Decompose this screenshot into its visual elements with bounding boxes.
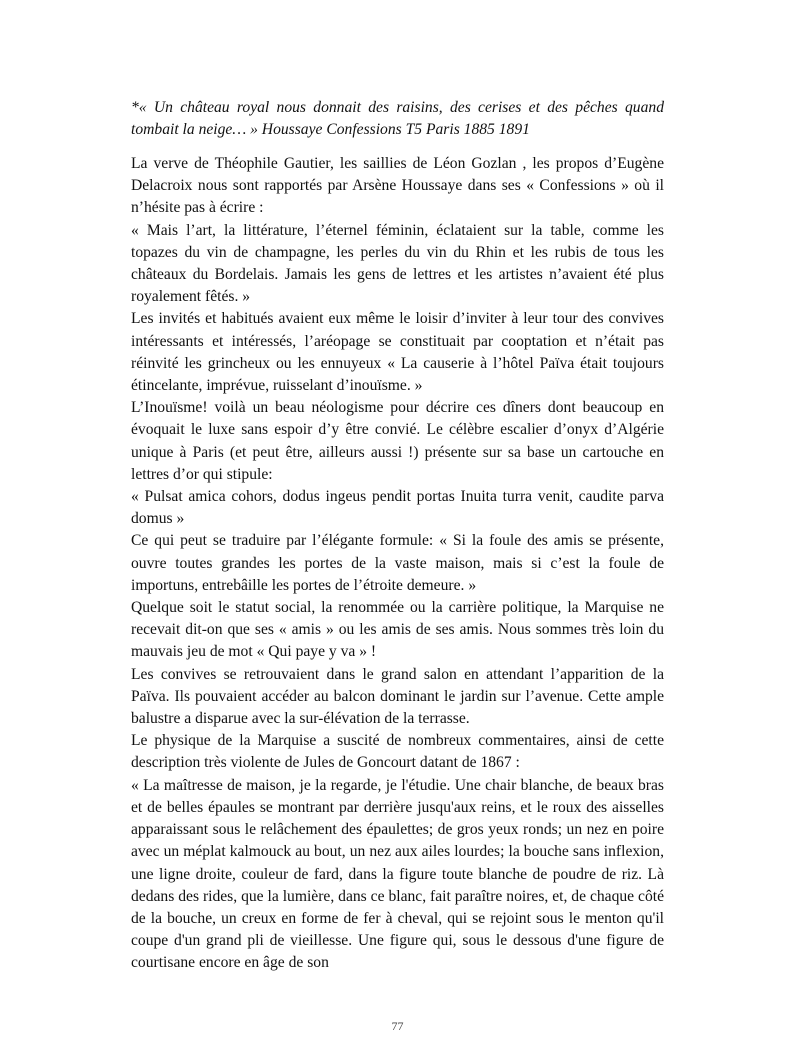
paragraph-8: Les convives se retrouvaient dans le grand salon en attendant l’apparition de la Païva. Ils pouvaient accéder au balcon dominant le jardin sur l’avenue. Cette ample balustre a disparue avec la sur-élévation de la terrasse. [131,665,664,728]
paragraph-1: La verve de Théophile Gautier, les saillies de Léon Gozlan , les propos d’Eugène Delacroix nous sont rapportés par Arsène Houssaye dans ses « Confessions » où il n’hésite pas à écrire : [131,155,664,217]
paragraph-7: Quelque soit le statut social, la renommée ou la carrière politique, la Marquise ne recevait dit-on que ses « amis » ou les amis de ses amis. Nous sommes très loin du mauvais jeu de mot « Qui paye y va » ! [131,599,664,661]
paragraph-10: « La maîtresse de maison, je la regarde, je l'étudie. Une chair blanche, de beaux bras et de belles épaules se montrant par derrière jusqu'aux reins, et le roux des aisselles apparaissant sous le relâchement des épaulettes; de gros yeux ronds; un nez en poire avec un méplat kalmouck au bout, un nez aux ailes lourdes; la bouche sans inflexion, une ligne droite, couleur de fard, dans la figure toute blanche de poudre de riz. Là dedans des rides, que la lumière, dans ce blanc, fait paraître noires, et, de chaque côté de la bouche, un creux en forme de fer à cheval, qui se rejoint sous le menton qu'il coupe d'un grand pli de vieillesse. Une figure qui, sous le dessous d'une figure de courtisane encore en âge de son [131,776,664,972]
paragraph-2: « Mais l’art, la littérature, l’éternel féminin, éclataient sur la table, comme les topazes du vin de champagne, les perles du vin du Rhin et les rubis de tous les châteaux du Bordelais. Jamais les gens de lettres et les artistes n’avaient été plus royalement fêtés. » [131,221,664,306]
footnote-quote: *« Un château royal nous donnait des raisins, des cerises et des pêches quand tombait la neige… » Houssaye Confessions T5 Paris 1885 1891 [131,99,664,138]
page-number: 77 [391,1019,404,1033]
page-body [131,97,664,975]
paragraph-4: L’Inouïsme! voilà un beau néologisme pour décrire ces dîners dont beaucoup en évoquait le luxe sans espoir d’y être convié. Le célèbre escalier d’onyx d’Algérie unique à Paris (et peut être, ailleurs aussi !) présente sur sa base un cartouche en lettres d’or qui stipule: [131,399,664,483]
paragraph-6: Ce qui peut se traduire par l’élégante formule: « Si la foule des amis se présente, ouvre toutes grandes les portes de la vaste maison, mais si c’est la foule de importuns, entrebâille les portes de l’étroite demeure. » [131,532,664,594]
paragraph-3: Les invités et habitués avaient eux même le loisir d’inviter à leur tour des convives intéressants et intéressés, l’aréopage se constituait par cooptation et n’était pas réinvité les grincheux ou les ennuyeux « La causerie à l’hôtel Païva était toujours étincelante, imprévue, ruisselant d’inouïsme. » [131,310,664,395]
paragraph-5: « Pulsat amica cohors, dodus ingeus pendit portas Inuita turra venit, caudite parva domus » [131,488,664,528]
paragraph-9: Le physique de la Marquise a suscité de nombreux commentaires, ainsi de cette description très violente de Jules de Goncourt datant de 1867 : [131,732,664,772]
